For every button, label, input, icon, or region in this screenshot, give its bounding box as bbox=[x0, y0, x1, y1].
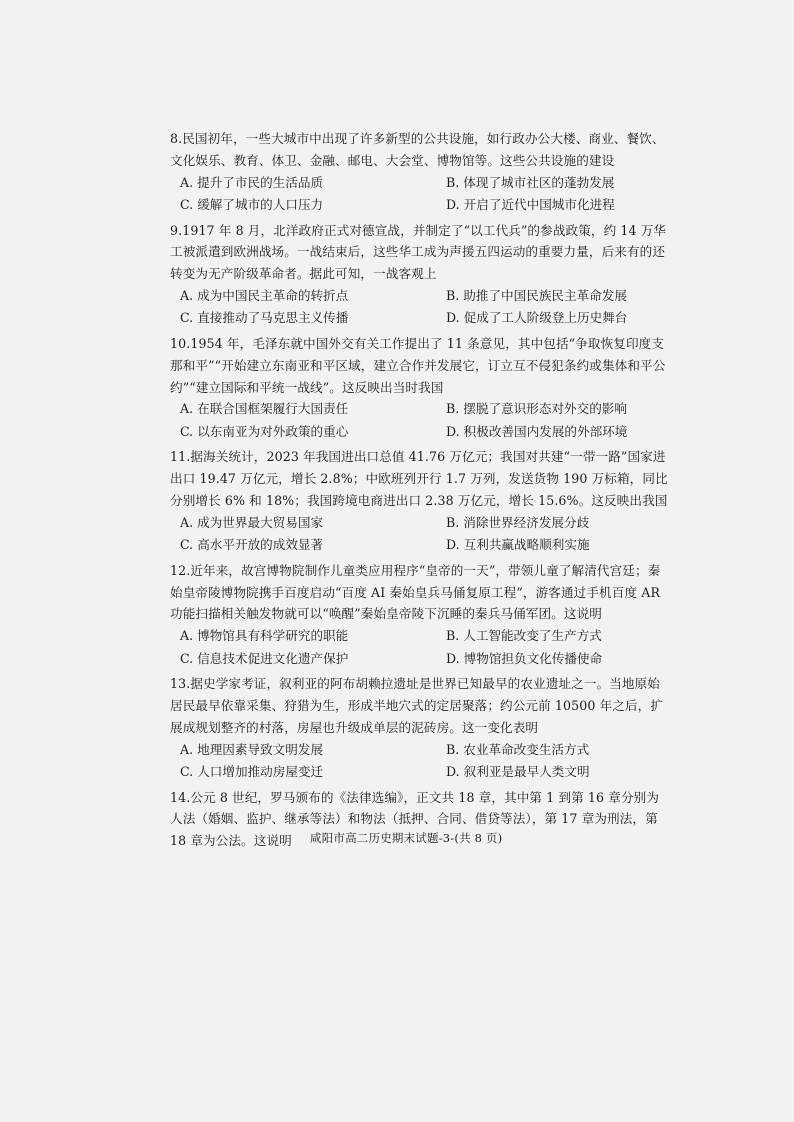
option-b: B. 体现了城市社区的蓬勃发展 bbox=[446, 174, 615, 190]
question-stem: 10.1954 年，毛泽东就中国外交有关工作提出了 11 条意见，其中包括“争取恢复印度支那和平”“开始建立东南亚和平区域，建立合作并发展它，订立互不侵犯条约或集体和平公约”“建立国际和平统一战线”。这反映出当时我国 bbox=[170, 335, 666, 395]
question-stem: 9.1917 年 8 月，北洋政府正式对德宣战，并制定了“以工代兵”的参战政策，约 14 万华工被派遣到欧洲战场。一战结束后，这些华工成为声援五四运动的重要力量，后来有的还转变为无产阶级革命者。据此可知，一战客观上 bbox=[170, 222, 667, 282]
option-c: C. 人口增加推动房屋变迁 bbox=[180, 764, 324, 780]
option-c: C. 缓解了城市的人口压力 bbox=[180, 197, 324, 213]
page-footer: 咸阳市高二历史期末试题-3-(共 8 页) bbox=[310, 831, 503, 845]
option-a: A. 成为中国民主革命的转折点 bbox=[180, 287, 349, 303]
option-b: B. 助推了中国民族民主革命发展 bbox=[446, 287, 627, 303]
option-c: C. 直接推动了马克思主义传播 bbox=[180, 310, 349, 326]
question-stem: 13.据史学家考证，叙利亚的阿布胡赖拉遗址是世界已知最早的农业遗址之一。当地原始居民最早依靠采集、狩猎为生，形成半地穴式的定居聚落；约公元前 10500 年之后，扩展成规划整齐的村落，房屋也升级成单层的泥砖房。这一变化表明 bbox=[170, 676, 664, 735]
option-d: D. 开启了近代中国城市化进程 bbox=[446, 197, 615, 213]
option-d: D. 叙利亚是最早人类文明 bbox=[446, 764, 590, 780]
option-b: B. 摆脱了意识形态对外交的影响 bbox=[446, 401, 627, 417]
question-stem: 12.近年来，故宫博物院制作儿童类应用程序“皇帝的一天”，带领儿童了解清代宫廷；秦始皇帝陵博物院携手百度启动“百度 AI 秦始皇兵马俑复原工程”，游客通过手机百度 AR 功能扫描相关触发物就可以“唤醒”秦始皇帝陵下沉睡的秦兵马俑军团。这说明 bbox=[170, 562, 661, 622]
option-b: B. 消除世界经济发展分歧 bbox=[446, 514, 590, 530]
question-10 bbox=[170, 333, 670, 443]
option-grid bbox=[170, 398, 670, 443]
option-b: B. 人工智能改变了生产方式 bbox=[446, 628, 602, 644]
option-grid bbox=[170, 172, 670, 217]
option-grid bbox=[170, 512, 670, 557]
question-13 bbox=[170, 673, 670, 783]
option-b: B. 农业革命改变生活方式 bbox=[446, 741, 590, 757]
question-8 bbox=[170, 128, 670, 217]
option-a: A. 博物馆具有科学研究的职能 bbox=[180, 628, 349, 644]
question-stem: 14.公元 8 世纪，罗马颁布的《法律选编》，正文共 18 章，其中第 1 到第 16 章分别为人法（婚姻、监护、继承等法）和物法（抵押、合同、借贷等法），第 17 章为刑法，第 18 章为公法。这说明 bbox=[170, 789, 660, 849]
option-a: A. 地理因素导致文明发展 bbox=[180, 741, 324, 757]
option-d: D. 博物馆担负文化传播使命 bbox=[446, 650, 603, 666]
option-a: A. 提升了市民的生活品质 bbox=[180, 174, 324, 190]
option-a: A. 在联合国框架履行大国责任 bbox=[180, 401, 349, 417]
option-d: D. 积极改善国内发展的外部环境 bbox=[446, 423, 628, 439]
question-9 bbox=[170, 220, 670, 330]
option-d: D. 互利共赢战略顺利实施 bbox=[446, 537, 590, 553]
option-grid bbox=[170, 625, 670, 670]
option-grid bbox=[170, 739, 670, 784]
option-c: C. 高水平开放的成效显著 bbox=[180, 537, 324, 553]
question-list bbox=[170, 128, 670, 855]
question-12 bbox=[170, 560, 670, 670]
option-a: A. 成为世界最大贸易国家 bbox=[180, 514, 324, 530]
question-11 bbox=[170, 446, 670, 556]
option-c: C. 以东南亚为对外政策的重心 bbox=[180, 423, 349, 439]
option-d: D. 促成了工人阶级登上历史舞台 bbox=[446, 310, 628, 326]
question-stem: 11.据海关统计，2023 年我国进出口总值 41.76 万亿元；我国对共建“一带一路”国家进出口 19.47 万亿元，增长 2.8%；中欧班列开行 1.7 万列，发送货物 190 万标箱，同比分别增长 6% 和 18%；我国跨境电商进出口 2.38 万亿元，增长 15.6%。这反映出我国 bbox=[170, 449, 668, 508]
option-grid bbox=[170, 285, 670, 330]
question-stem: 8.民国初年，一些大城市中出现了许多新型的公共设施，如行政办公大楼、商业、餐饮、文化娱乐、教育、体卫、金融、邮电、大会堂、博物馆等。这些公共设施的建设 bbox=[170, 131, 665, 168]
option-c: C. 信息技术促进文化遗产保护 bbox=[180, 650, 349, 666]
